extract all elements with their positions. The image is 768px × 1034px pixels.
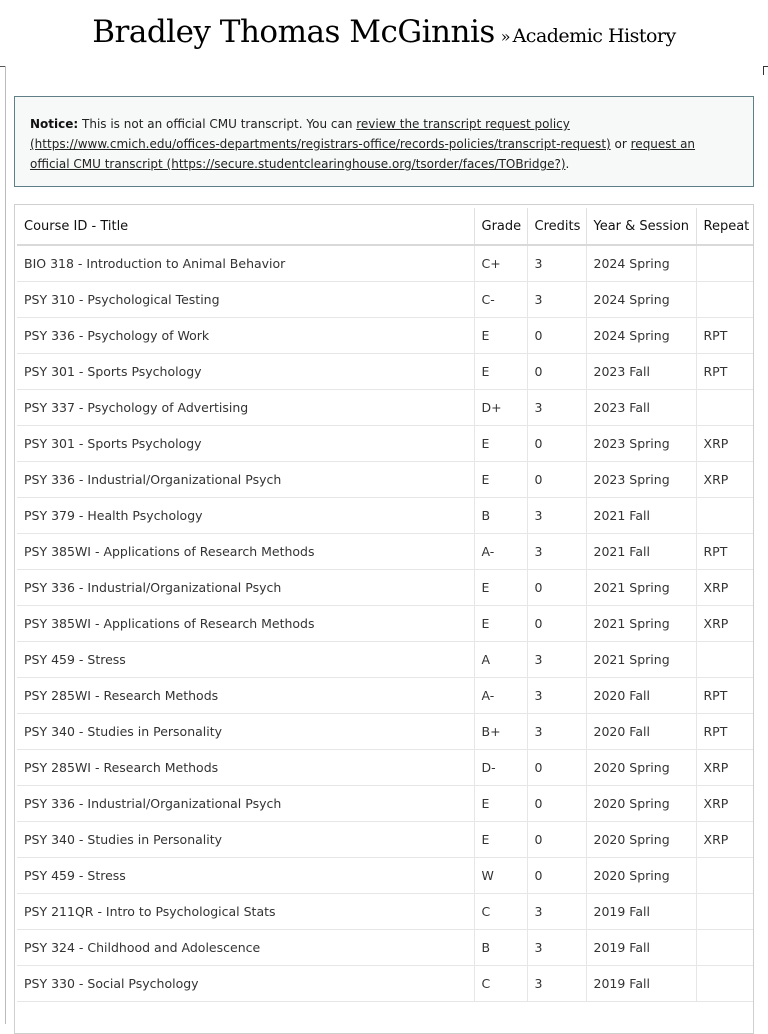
grade: C [474,894,527,930]
repeat [696,966,753,1002]
credits: 3 [527,714,586,750]
session: 2019 Fall [586,894,696,930]
session: 2021 Spring [586,642,696,678]
repeat: XRP [696,570,753,606]
repeat [696,894,753,930]
academic-history-table-container [14,204,754,1034]
repeat: XRP [696,606,753,642]
course-title: PSY 285WI - Research Methods [17,678,474,714]
grade: C+ [474,245,527,282]
repeat: XRP [696,822,753,858]
grade: E [474,570,527,606]
credits: 3 [527,642,586,678]
session: 2019 Fall [586,966,696,1002]
credits: 3 [527,534,586,570]
repeat [696,498,753,534]
table-row [17,354,753,390]
session: 2021 Spring [586,606,696,642]
course-title: PSY 211QR - Intro to Psychological Stats [17,894,474,930]
session: 2024 Spring [586,318,696,354]
credits: 3 [527,245,586,282]
grade: E [474,606,527,642]
course-title: PSY 310 - Psychological Testing [17,282,474,318]
credits: 0 [527,354,586,390]
column-header-grade: Grade [474,208,527,245]
credits: 3 [527,390,586,426]
repeat: RPT [696,678,753,714]
table-row [17,714,753,750]
column-header-session: Year & Session [586,208,696,245]
transcript-policy-link[interactable]: review the transcript request policy (https://www.cmich.edu/offices-departments/registrars-office/records-policies/transcript-request) [30,117,611,151]
session: 2024 Spring [586,245,696,282]
grade: E [474,822,527,858]
grade: D- [474,750,527,786]
table-row [17,426,753,462]
credits: 0 [527,750,586,786]
grade: B [474,498,527,534]
repeat: XRP [696,462,753,498]
grade: A [474,642,527,678]
session: 2020 Fall [586,714,696,750]
credits: 0 [527,570,586,606]
course-title: PSY 385WI - Applications of Research Methods [17,534,474,570]
credits: 3 [527,894,586,930]
session: 2021 Fall [586,534,696,570]
table-row [17,462,753,498]
column-header-repeat: Repeat [696,208,753,245]
notice-label: Notice: [30,117,79,131]
grade: C- [474,282,527,318]
student-name: Bradley Thomas McGinnis [92,14,495,50]
repeat: RPT [696,534,753,570]
credits: 0 [527,426,586,462]
transcript-notice [14,96,754,187]
repeat [696,642,753,678]
repeat [696,282,753,318]
grade: E [474,786,527,822]
grade: D+ [474,390,527,426]
repeat [696,930,753,966]
repeat [696,390,753,426]
column-header-course: Course ID - Title [17,208,474,245]
table-row [17,318,753,354]
table-row [17,786,753,822]
course-title: PSY 301 - Sports Psychology [17,426,474,462]
table-row [17,894,753,930]
repeat: RPT [696,354,753,390]
repeat: XRP [696,750,753,786]
column-header-credits: Credits [527,208,586,245]
repeat [696,858,753,894]
credits: 3 [527,930,586,966]
table-row [17,966,753,1002]
course-title: PSY 330 - Social Psychology [17,966,474,1002]
course-title: PSY 385WI - Applications of Research Methods [17,606,474,642]
table-row [17,750,753,786]
right-frame-edge [763,66,768,75]
session: 2021 Fall [586,498,696,534]
session: 2020 Spring [586,750,696,786]
table-row [17,534,753,570]
session: 2023 Spring [586,426,696,462]
grade: E [474,426,527,462]
credits: 0 [527,858,586,894]
credits: 3 [527,498,586,534]
session: 2023 Fall [586,390,696,426]
credits: 3 [527,678,586,714]
credits: 0 [527,462,586,498]
course-title: BIO 318 - Introduction to Animal Behavior [17,245,474,282]
page-title: Academic History [512,25,676,47]
session: 2023 Fall [586,354,696,390]
academic-history-table [17,208,753,1002]
session: 2020 Spring [586,822,696,858]
repeat: XRP [696,786,753,822]
table-row [17,930,753,966]
course-title: PSY 459 - Stress [17,858,474,894]
table-row [17,282,753,318]
course-title: PSY 336 - Industrial/Organizational Psych [17,786,474,822]
repeat: RPT [696,318,753,354]
left-frame-border [5,66,6,1024]
course-title: PSY 340 - Studies in Personality [17,714,474,750]
credits: 0 [527,822,586,858]
course-title: PSY 340 - Studies in Personality [17,822,474,858]
session: 2020 Spring [586,858,696,894]
grade: B+ [474,714,527,750]
table-row [17,606,753,642]
table-row [17,678,753,714]
grade: A- [474,534,527,570]
credits: 3 [527,966,586,1002]
course-title: PSY 285WI - Research Methods [17,750,474,786]
table-row [17,498,753,534]
session: 2020 Spring [586,786,696,822]
course-title: PSY 337 - Psychology of Advertising [17,390,474,426]
course-title: PSY 336 - Psychology of Work [17,318,474,354]
session: 2020 Fall [586,678,696,714]
notice-text-or: or [614,137,627,151]
grade: W [474,858,527,894]
table-header-row [17,208,753,245]
session: 2021 Spring [586,570,696,606]
notice-text: This is not an official CMU transcript. You can [82,117,353,131]
credits: 0 [527,318,586,354]
repeat: RPT [696,714,753,750]
table-row [17,570,753,606]
table-row [17,642,753,678]
course-title: PSY 324 - Childhood and Adolescence [17,930,474,966]
grade: E [474,354,527,390]
repeat: XRP [696,426,753,462]
page-header [0,14,768,50]
grade: C [474,966,527,1002]
credits: 0 [527,786,586,822]
grade: B [474,930,527,966]
notice-text-end: . [565,157,570,171]
grade: E [474,462,527,498]
course-title: PSY 336 - Industrial/Organizational Psych [17,570,474,606]
course-title: PSY 301 - Sports Psychology [17,354,474,390]
course-title: PSY 336 - Industrial/Organizational Psych [17,462,474,498]
course-title: PSY 379 - Health Psychology [17,498,474,534]
session: 2023 Spring [586,462,696,498]
table-row [17,858,753,894]
grade: A- [474,678,527,714]
table-row [17,390,753,426]
course-title: PSY 459 - Stress [17,642,474,678]
session: 2024 Spring [586,282,696,318]
credits: 0 [527,606,586,642]
table-row [17,822,753,858]
breadcrumb-separator: » [500,27,511,46]
session: 2019 Fall [586,930,696,966]
repeat [696,245,753,282]
table-row [17,245,753,282]
request-transcript-link[interactable]: request an official CMU transcript (https://secure.studentclearinghouse.org/tsorder/faces/TOBridge?) [30,137,696,171]
grade: E [474,318,527,354]
credits: 3 [527,282,586,318]
